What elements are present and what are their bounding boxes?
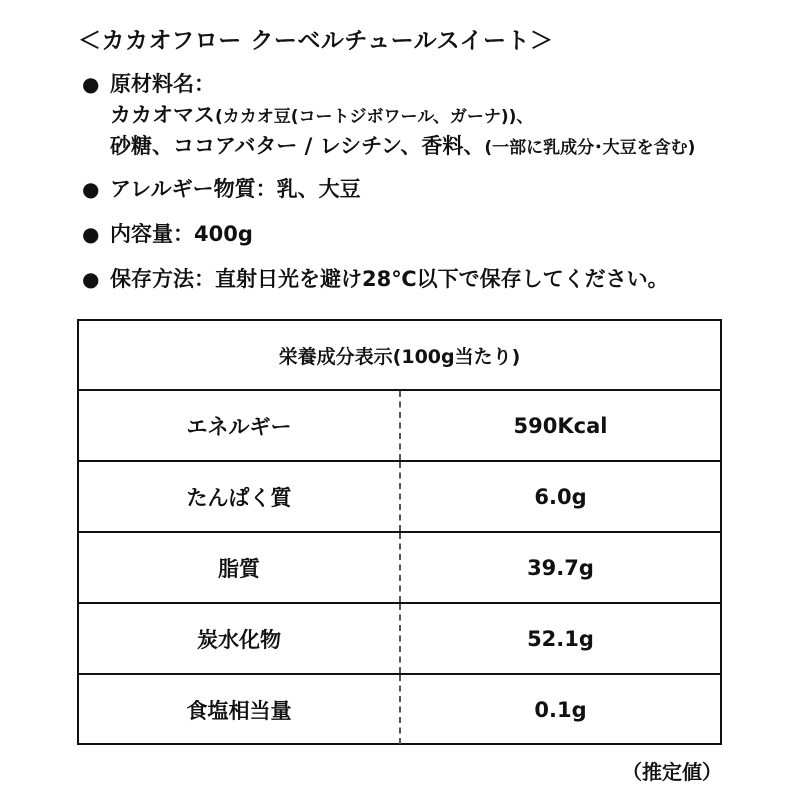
nutrition-value-carbohydrate: 52.1g (527, 626, 594, 651)
nutrition-table (77, 319, 722, 745)
allergen-line (82, 173, 361, 203)
bullet-icon: ● (82, 72, 100, 96)
ingredients-line-2 (110, 130, 695, 160)
content-text: 内容量：400g (110, 222, 253, 246)
nutrition-table-header: 栄養成分表示(100g当たり) (79, 321, 720, 391)
nutrition-value-protein: 6.0g (534, 484, 587, 509)
ingredients-line2-paren: (一部に乳成分･大豆を含む) (484, 138, 696, 158)
nutrition-label-carbohydrate: 炭水化物 (79, 604, 401, 673)
ingredients-line-1 (110, 99, 533, 129)
nutrition-label-salt: 食塩相当量 (79, 675, 401, 744)
ingredients-line1-paren: (カカオ豆(コートジボワール、ガーナ))、 (215, 107, 534, 127)
table-row (79, 462, 720, 533)
nutrition-value-salt: 0.1g (534, 697, 587, 722)
ingredients-label: 原材料名： (110, 72, 215, 96)
nutrition-label-energy: エネルギー (79, 391, 401, 460)
table-row (79, 675, 720, 744)
nutrition-label-fat: 脂質 (79, 533, 401, 602)
estimated-value-note: （推定値） (622, 760, 722, 784)
allergen-text: アレルギー物質：乳、大豆 (110, 177, 361, 201)
nutrition-value-energy: 590Kcal (513, 413, 608, 438)
nutrition-label-protein: たんぱく質 (79, 462, 401, 531)
table-row (79, 604, 720, 675)
storage-text: 保存方法：直射日光を避け28℃以下で保存してください。 (110, 267, 669, 291)
nutrition-value-fat: 39.7g (527, 555, 594, 580)
table-row (79, 533, 720, 604)
product-title: ＜カカオフロー クーベルチュールスイート＞ (78, 28, 554, 54)
ingredients-line2-main: 砂糖、ココアバター / レシチン、香料、 (110, 134, 485, 158)
storage-line (82, 263, 669, 293)
bullet-icon: ● (82, 222, 100, 246)
bullet-icon: ● (82, 267, 100, 291)
bullet-icon: ● (82, 177, 100, 201)
ingredients-heading (82, 68, 215, 98)
table-row (79, 391, 720, 462)
content-line (82, 218, 253, 248)
ingredients-line1-main: カカオマス (110, 103, 215, 127)
